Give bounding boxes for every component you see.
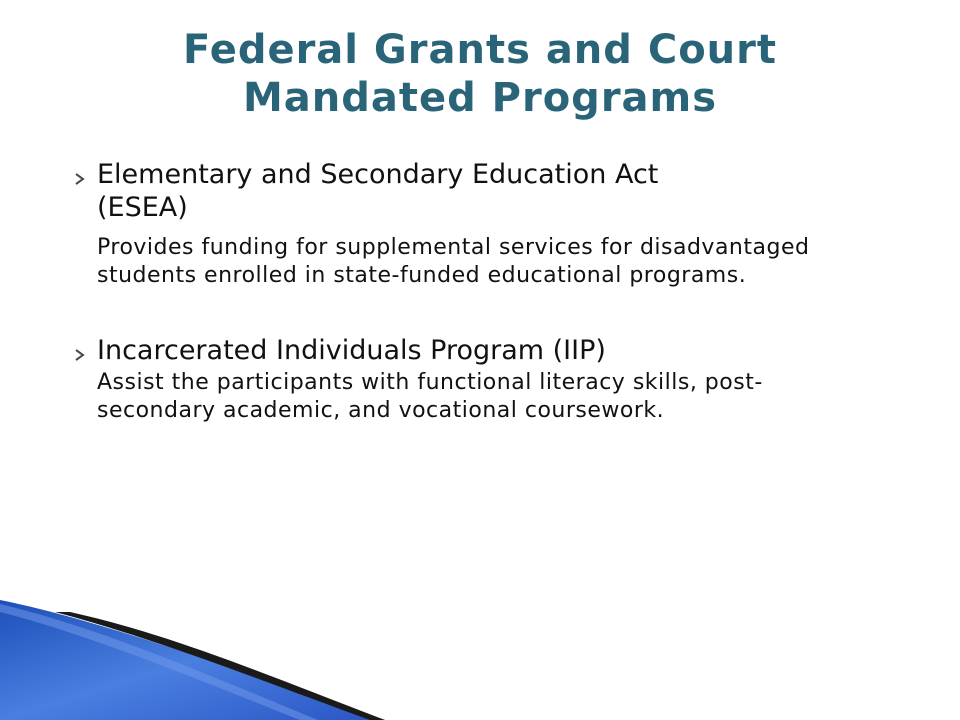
slide-title-line-2: Mandated Programs (242, 75, 718, 121)
blue-wave-shape (0, 600, 385, 720)
bullet-description: Assist the participants with functional literacy skills, post-secondary academic, and vocational coursework. (97, 370, 763, 423)
bullet-list (70, 158, 870, 425)
bullet-item-iip (70, 334, 870, 425)
dark-wave-stripe (55, 612, 385, 720)
bullet-heading-line-1: Incarcerated Individuals Program (IIP) (97, 335, 606, 366)
arrow-bullet-icon (74, 348, 86, 362)
bullet-heading-line-2: (ESEA) (97, 192, 188, 223)
bullet-heading-line-1: Elementary and Secondary Education Act (97, 159, 659, 190)
bullet-item-esea (70, 158, 870, 290)
slide-title (100, 26, 860, 122)
bullet-heading (97, 158, 870, 224)
arrow-bullet-icon (74, 172, 86, 186)
bullet-description: Provides funding for supplemental services for disadvantaged students enrolled in state-funded educational programs. (97, 235, 810, 288)
bullet-heading (97, 334, 870, 367)
light-wave-highlight (0, 604, 318, 720)
slide-title-line-1: Federal Grants and Court (182, 27, 778, 73)
